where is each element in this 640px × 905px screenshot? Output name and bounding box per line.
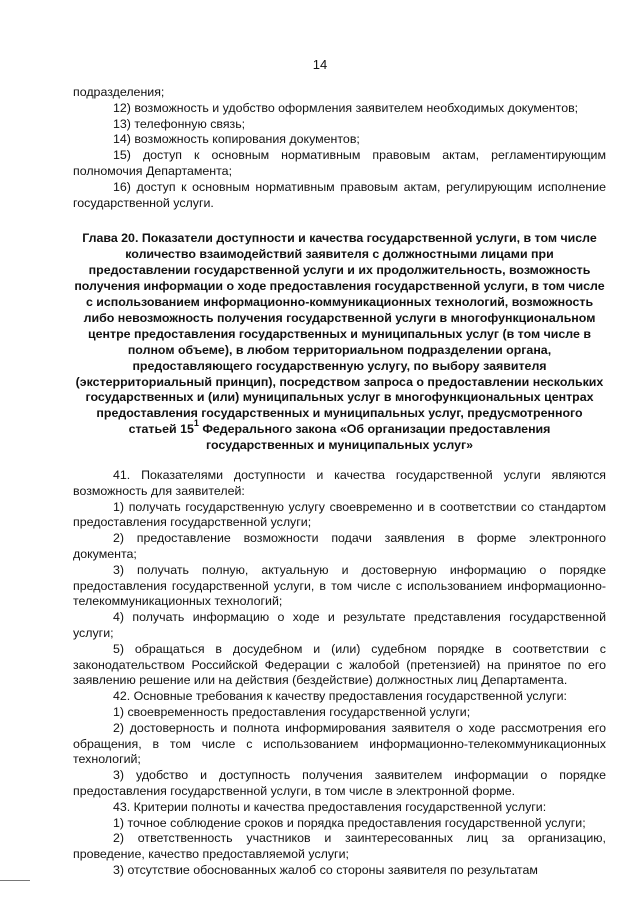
chapter-heading-text: Глава 20. Показатели доступности и качества государственной услуги, в том числе количество взаимодействий заявителя с должностными лицами при предоставлении государственной услуги и их продолжительность, возможность получения информации о ходе предоставления государственной услуги, в том числе с использованием информационно-коммуникационных технологий, возможность либо невозможность получения государственной услуги в многофункциональном центре предоставления государственных и муниципальных услуг (в том числе в полном объеме), в любом территориальном подразделении органа, предоставляющего государственную услугу, по выбору заявителя (экстерриториальный принцип), посредством запроса о предоставлении нескольких государственных и (или) муниципальных услуг в многофункциональных центрах предоставления государственных и муниципальных услуг, предусмотренного статьей 15 — [74, 231, 605, 437]
paragraph: 43. Критерии полноты и качества предоставления государственной услуги: — [113, 799, 547, 814]
list-item: 2) предоставление возможности подачи заявления в форме электронного документа; — [73, 531, 606, 562]
list-item: 3) отсутствие обоснованных жалоб со стороны заявителя по результатам — [113, 862, 538, 877]
list-item: 2) достоверность и полнота информирования заявителя о ходе рассмотрения его обращения, в том числе с использованием информационно-телекоммуникационных технологий; — [73, 720, 606, 767]
list-item: 12) возможность и удобство оформления заявителем необходимых документов; — [113, 100, 579, 115]
list-item: 3) удобство и доступность получения заявителем информации о порядке предоставления государственной услуги, в том числе в электронной форме. — [73, 768, 606, 798]
chapter-heading — [73, 231, 606, 454]
chapter-heading-text-after: Федерального закона «Об организации предоставления государственных и муниципальных услуг» — [198, 422, 551, 453]
list-item: 2) ответственность участников и заинтересованных лиц за организацию, проведение, качество предоставляемой услуги; — [73, 831, 606, 862]
list-item: 16) доступ к основным нормативным правовым актам, регулирующим исполнение государственной услуги. — [73, 179, 606, 210]
list-item: 14) возможность копирования документов; — [113, 132, 360, 147]
list-item: 15) доступ к основным нормативным правовым актам, регламентирующим полномочия Департамента; — [73, 148, 606, 178]
list-item: 1) своевременность предоставления государственной услуги; — [113, 705, 471, 720]
page-number: 14 — [312, 57, 328, 72]
top-list — [73, 85, 606, 211]
list-item: 4) получать информацию о ходе и результате представления государственной услуги; — [73, 610, 606, 641]
bottom-list — [73, 468, 606, 879]
list-item: 5) обращаться в досудебном и (или) судебном порядке в соответствии с законодательством Российской Федерации с жалобой (претензией) на принятое по его заявлению решение или на действия (бездействие) должностных лиц Департамента. — [73, 641, 606, 688]
list-item: 1) точное соблюдение сроков и порядка предоставления государственной услуги; — [113, 815, 586, 830]
list-item: 1) получать государственную услугу своевременно и в соответствии со стандартом предоставления государственной услуги; — [73, 499, 606, 530]
list-item: 3) получать полную, актуальную и достоверную информацию о порядке предоставления государственной услуги, в том числе с использованием информационно-телекоммуникационных технологий; — [73, 562, 606, 609]
chapter-heading-superscript: 1 — [193, 418, 199, 429]
paragraph: подразделения; — [73, 85, 165, 99]
paragraph: 42. Основные требования к качеству предоставления государственной услуги: — [113, 689, 567, 704]
document-body — [73, 85, 606, 879]
scan-edge-mark — [0, 880, 30, 881]
paragraph: 41. Показателями доступности и качества государственной услуги являются возможность для заявителей: — [73, 468, 606, 498]
list-item: 13) телефонную связь; — [113, 116, 246, 131]
